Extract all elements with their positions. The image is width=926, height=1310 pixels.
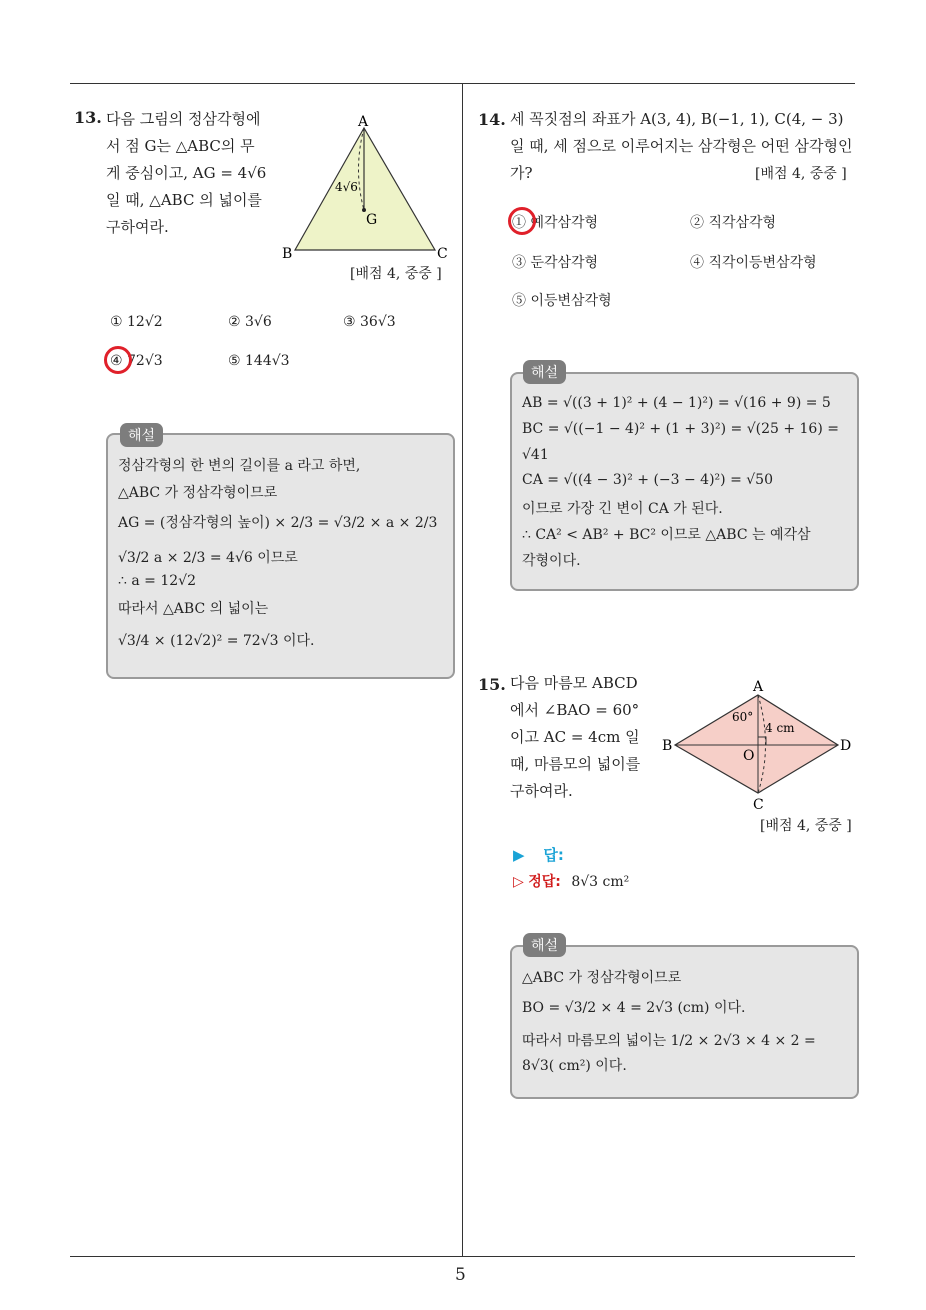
q14-line: 가?: [510, 164, 533, 182]
q15-question: [510, 670, 640, 805]
q13-sol-line: 정삼각형의 한 변의 길이를 a 라고 하면,: [118, 458, 361, 474]
q14-choice-2[interactable]: ② 직각삼각형: [690, 215, 777, 231]
column-divider: [462, 83, 463, 1256]
q15-meta: [배점 4, 중중 ]: [760, 818, 852, 834]
label-ag: 4√6: [335, 180, 358, 194]
q15-correct-row: [513, 871, 629, 891]
label-d: D: [840, 738, 852, 754]
q13-sol-line: √3/4 × (12√2)² = 72√3 이다.: [118, 633, 315, 649]
q13-line: 서 점 G는 △ABC의 무: [106, 137, 255, 155]
q13-choice-1[interactable]: ① 12√2: [110, 314, 163, 330]
q13-triangle-figure: [275, 110, 455, 265]
q14-choice-1[interactable]: ① 예각삼각형: [512, 215, 599, 231]
q15-sol-line: BO = √3/2 × 4 = 2√3 (cm) 이다.: [522, 1000, 746, 1016]
q15-sol-line: 8√3( cm²) 이다.: [522, 1058, 627, 1074]
q15-line: 구하여라.: [510, 782, 573, 800]
q14-meta: [배점 4, 중중 ]: [755, 166, 847, 182]
q14-sol-line: CA = √((4 − 3)² + (−3 − 4)²) = √50: [522, 472, 773, 488]
q13-sol-line: △ABC 가 정삼각형이므로: [118, 485, 278, 501]
q15-sol-line: 따라서 마름모의 넓이는 1/2 × 2√3 × 4 × 2 =: [522, 1033, 816, 1049]
q15-line: 때, 마름모의 넓이를: [510, 755, 641, 773]
play-icon: ▶: [513, 846, 525, 864]
triangle-abc: [295, 128, 435, 250]
q15-line: 에서 ∠BAO = 60°: [510, 701, 640, 719]
q14-sol-line: √41: [522, 447, 549, 463]
q15-line: 이고 AC = 4cm 일: [510, 728, 640, 746]
q14-line: 일 때, 세 점으로 이루어지는 삼각형은 어떤 삼각형인: [510, 137, 853, 155]
q14-choice-4[interactable]: ④ 직각이등변삼각형: [690, 255, 817, 271]
q13-sol-line: ∴ a = 12√2: [118, 573, 196, 589]
q13-choice-2[interactable]: ② 3√6: [228, 314, 272, 330]
q14-line: 세 꼭짓점의 좌표가 A(3, 4), B(−1, 1), C(4, − 3): [510, 110, 844, 128]
q13-choice-5[interactable]: ⑤ 144√3: [228, 353, 290, 369]
q14-sol-line: ∴ CA² < AB² + BC² 이므로 △ABC 는 예각삼: [522, 527, 811, 543]
q13-number: 13.: [74, 108, 102, 127]
q15-correct-value: 8√3 cm²: [571, 874, 630, 890]
q14-sol-line: 각형이다.: [522, 553, 581, 569]
q13-choice-3[interactable]: ③ 36√3: [343, 314, 396, 330]
q14-choice-3[interactable]: ③ 둔각삼각형: [512, 255, 599, 271]
q14-sol-line: 이므로 가장 긴 변이 CA 가 된다.: [522, 501, 723, 517]
q13-line: 구하여라.: [106, 218, 169, 236]
rhombus-abcd: [675, 695, 838, 793]
q14-sol-line: AB = √((3 + 1)² + (4 − 1)²) = √(16 + 9) = 5: [522, 395, 831, 411]
q15-solution-tag: 해설: [523, 933, 566, 957]
q13-choice-4[interactable]: ④ 72√3: [110, 353, 163, 369]
q13-meta: [배점 4, 중중 ]: [350, 266, 442, 282]
q15-answer-label: 답:: [543, 846, 564, 864]
label-c: C: [753, 797, 764, 813]
q15-line: 다음 마름모 ABCD: [510, 674, 638, 692]
q14-choice-5[interactable]: ⑤ 이등변삼각형: [512, 293, 612, 309]
q13-question: [106, 106, 266, 241]
label-length: 4 cm: [765, 721, 795, 735]
q15-sol-line: △ABC 가 정삼각형이므로: [522, 970, 682, 986]
q13-sol-line: √3/2 a × 2/3 = 4√6 이므로: [118, 550, 298, 566]
q13-sol-line: AG = (정삼각형의 높이) × 2/3 = √3/2 × a × 2/3: [118, 515, 438, 531]
q13-sol-line: 따라서 △ABC 의 넓이는: [118, 601, 269, 617]
label-g: G: [366, 212, 378, 228]
page-number: 5: [455, 1265, 466, 1285]
label-o: O: [743, 748, 755, 764]
label-angle: 60°: [732, 710, 754, 724]
q14-sol-line: BC = √((−1 − 4)² + (1 + 3)²) = √(25 + 16) =: [522, 421, 839, 437]
q13-line: 게 중심이고, AG = 4√6: [106, 164, 267, 182]
q14-solution-tag: 해설: [523, 360, 566, 384]
bottom-rule: [70, 1256, 855, 1257]
label-a: A: [753, 679, 764, 695]
q15-number: 15.: [478, 675, 506, 694]
q15-correct-label: 정답:: [528, 874, 561, 890]
q13-line: 다음 그림의 정삼각형에: [106, 110, 261, 128]
label-b: B: [662, 738, 673, 754]
q13-line: 일 때, △ABC 의 넓이를: [106, 191, 262, 209]
q13-solution-tag: 해설: [120, 423, 163, 447]
q15-rhombus-figure: [655, 675, 860, 815]
label-a: A: [358, 114, 369, 130]
label-c: C: [437, 246, 448, 262]
q14-answer-circle: [508, 207, 536, 235]
q14-number: 14.: [478, 110, 506, 129]
triangle-outline-icon: ▷: [513, 874, 524, 890]
q15-answer-row: [513, 844, 564, 865]
q13-answer-circle: [104, 346, 132, 374]
label-b: B: [282, 246, 293, 262]
